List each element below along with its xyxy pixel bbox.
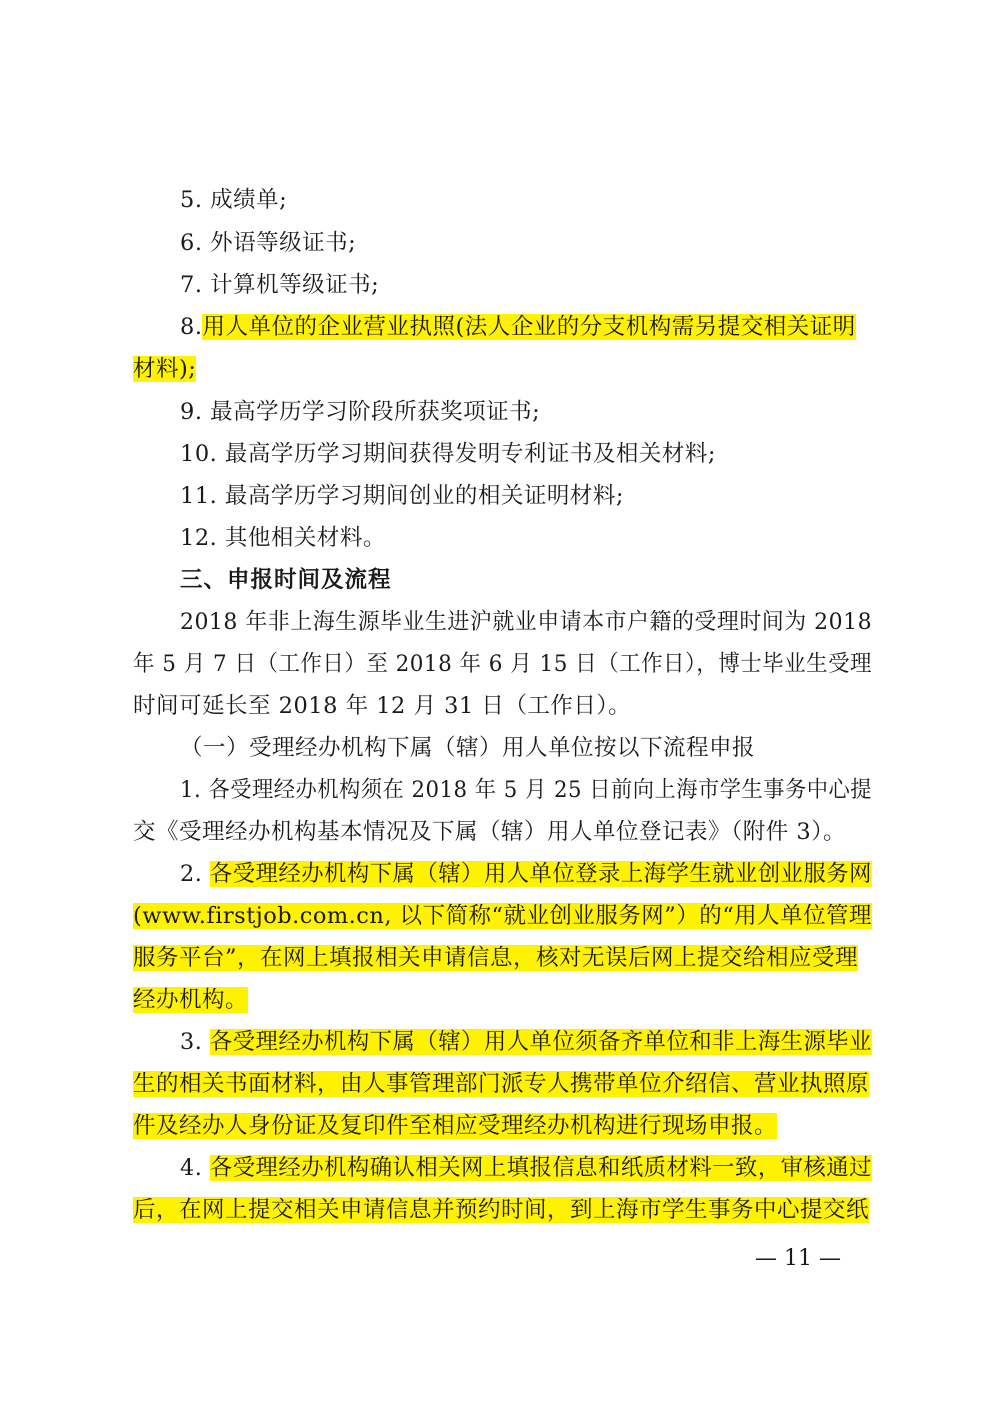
step-2-highlight: 经办机构。 (133, 987, 249, 1013)
list-item-7: 7. 计算机等级证书; (180, 272, 380, 298)
page-number: — 11 — (755, 1246, 841, 1271)
paragraph-line: 年 5 月 7 日（工作日）至 2018 年 6 月 15 日（工作日），博士毕业生受理 (133, 651, 873, 677)
step-1-line: 交《受理经办机构基本情况及下属（辖）用人单位登记表》（附件 3）。 (133, 819, 846, 845)
step-4 (180, 1151, 872, 1185)
step-3-highlight: 各受理经办机构下属（辖）用人单位须备齐单位和非上海生源毕业 (209, 1029, 872, 1055)
step-2-line (133, 983, 248, 1017)
step-2-line (133, 941, 858, 975)
list-item-6: 6. 外语等级证书; (180, 230, 357, 256)
step-3 (180, 1025, 872, 1059)
step-2 (180, 857, 872, 891)
step-2-highlight: (www.firstjob.com.cn, 以下简称“就业创业服务网”）的“用人单位管理 (133, 903, 872, 929)
list-item-11: 11. 最高学历学习期间创业的相关证明材料; (180, 483, 625, 509)
step-2-number: 2. (180, 861, 203, 887)
step-4-line (133, 1193, 869, 1227)
step-3-number: 3. (180, 1029, 203, 1055)
step-4-highlight: 后，在网上提交相关申请信息并预约时间，到上海市学生事务中心提交纸 (133, 1197, 870, 1223)
step-4-number: 4. (180, 1155, 203, 1181)
step-2-highlight: 服务平台”，在网上填报相关申请信息，核对无误后网上提交给相应受理 (133, 945, 859, 971)
list-item-8-highlight: 用人单位的企业营业执照(法人企业的分支机构需另提交相关证明 (202, 314, 856, 340)
step-3-highlight: 生的相关书面材料，由人事管理部门派专人携带单位介绍信、营业执照原 (133, 1071, 870, 1097)
list-item-8-highlight-cont: 材料); (133, 356, 197, 382)
list-item-8 (180, 310, 856, 344)
paragraph-line: 时间可延长至 2018 年 12 月 31 日（工作日）。 (133, 693, 632, 719)
step-2-line (133, 899, 872, 933)
step-3-highlight: 件及经办人身份证及复印件至相应受理经办机构进行现场申报。 (133, 1113, 778, 1139)
step-3-line (133, 1067, 869, 1101)
step-1-line: 1. 各受理经办机构须在 2018 年 5 月 25 日前向上海市学生事务中心提 (180, 777, 873, 803)
list-item-5: 5. 成绩单; (180, 187, 288, 213)
list-item-9: 9. 最高学历学习阶段所获奖项证书; (180, 399, 541, 425)
step-3-line (133, 1109, 777, 1143)
list-item-8-number: 8. (180, 314, 203, 340)
paragraph-line: 2018 年非上海生源毕业生进沪就业申请本市户籍的受理时间为 2018 (180, 609, 873, 635)
list-item-8-cont (133, 352, 196, 386)
list-item-12: 12. 其他相关材料。 (180, 525, 386, 551)
step-4-highlight: 各受理经办机构确认相关网上填报信息和纸质材料一致，审核通过 (209, 1155, 872, 1181)
section-heading: 三、申报时间及流程 (180, 567, 392, 593)
subsection-heading: （一）受理经办机构下属（辖）用人单位按以下流程申报 (180, 735, 756, 761)
list-item-10: 10. 最高学历学习期间获得发明专利证书及相关材料; (180, 441, 717, 467)
step-2-highlight: 各受理经办机构下属（辖）用人单位登录上海学生就业创业服务网 (209, 861, 872, 887)
